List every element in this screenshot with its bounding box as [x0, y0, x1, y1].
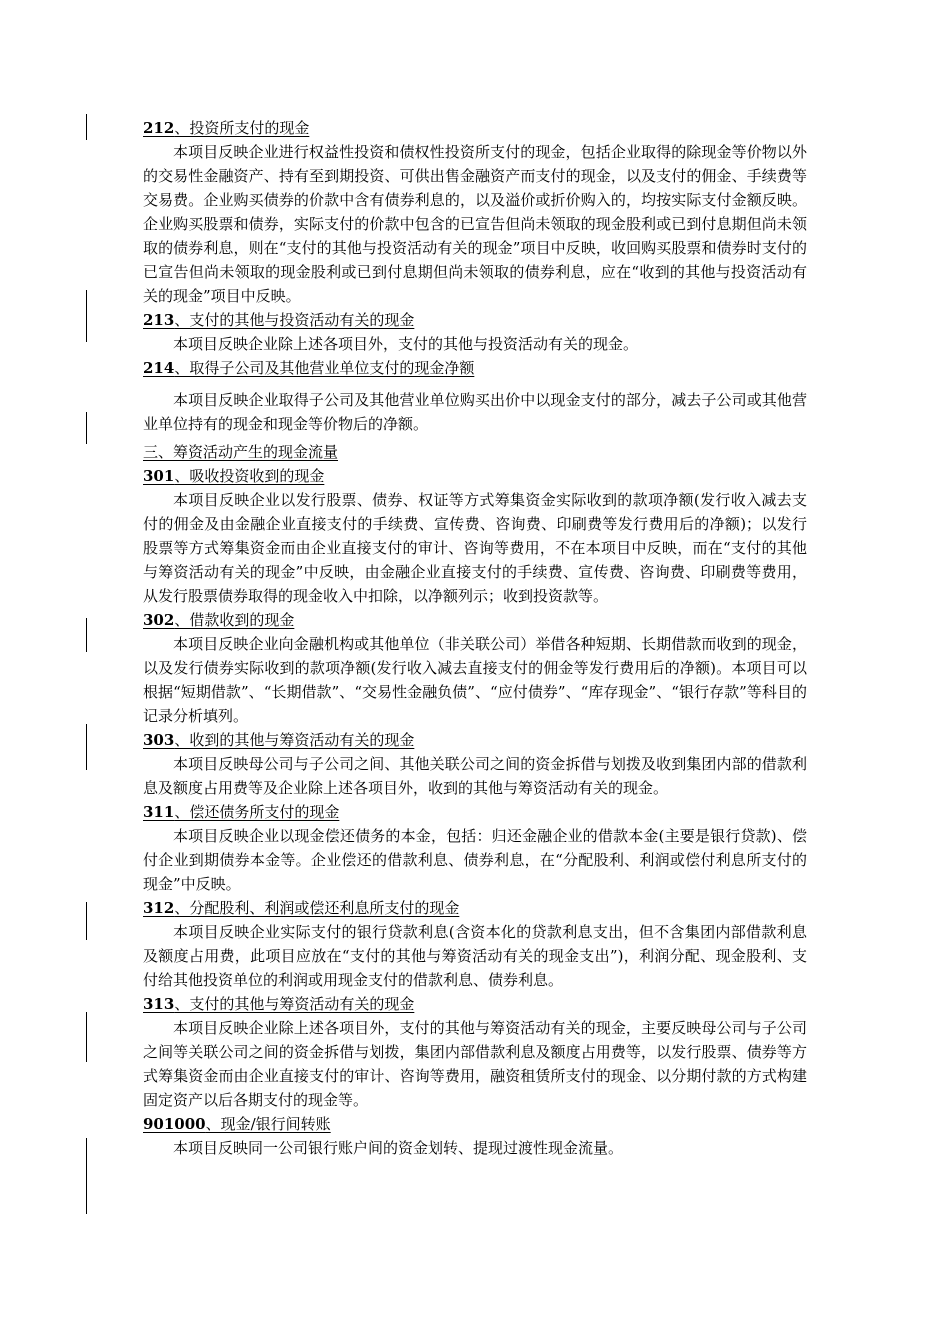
section-312-heading: 312、分配股利、利润或偿还利息所支付的现金: [143, 899, 460, 917]
section-313-body: 本项目反映企业除上述各项目外，支付的其他与筹资活动有关的现金，主要反映母公司与子公司之间等关联公司之间的资金拆借与划拨，集团内部借款利息及额度占用费等，以发行股票、债券等方式筹集资金而由企业直接支付的审计、咨询等费用，融资租赁所支付的现金、以分期付款的方式构建固定资产以后各期支付的现金等。: [143, 1019, 807, 1109]
revision-bar: [86, 1012, 87, 1062]
revision-bar: [86, 724, 87, 770]
section-303-body: 本项目反映母公司与子公司之间、其他关联公司之间的资金拆借与划拨及收到集团内部的借款利息及额度占用费等及企业除上述各项目外，收到的其他与筹资活动有关的现金。: [143, 755, 807, 797]
revision-bar: [86, 114, 87, 140]
section-213-heading: 213、支付的其他与投资活动有关的现金: [143, 311, 415, 329]
section-301-body: 本项目反映企业以发行股票、债券、权证等方式筹集资金实际收到的款项净额(发行收入减去支付的佣金及由金融企业直接支付的手续费、宣传费、咨询费、印刷费等发行费用后的净额)；以发行股票等方式筹集资金而由企业直接支付的审计、咨询等费用，不在本项目中反映，而在“支付的其他与筹资活动有关的现金”中反映，由金融企业直接支付的手续费、宣传费、咨询费、印刷费等费用，从发行股票债券取得的现金收入中扣除，以净额列示；收到投资款等。: [143, 491, 807, 605]
section-301-heading: 301、吸收投资收到的现金: [143, 467, 325, 485]
revision-bar: [86, 290, 87, 342]
revision-bar: [86, 902, 87, 940]
section-212-heading: 212、投资所支付的现金: [143, 119, 310, 137]
section-311-body: 本项目反映企业以现金偿还债务的本金，包括：归还金融企业的借款本金(主要是银行贷款)、偿付企业到期债券本金等。企业偿还的借款利息、债券利息，在“分配股利、利润或偿付利息所支付的现金”中反映。: [143, 827, 807, 893]
document-page: [143, 116, 807, 1160]
section-313-heading: 313、支付的其他与筹资活动有关的现金: [143, 995, 415, 1013]
section-901000-body: 本项目反映同一公司银行账户间的资金划转、提现过渡性现金流量。: [173, 1139, 624, 1157]
section-311-heading: 311、偿还债务所支付的现金: [143, 803, 340, 821]
section-financing-heading: 三、筹资活动产生的现金流量: [143, 443, 339, 461]
section-212-body: 本项目反映企业进行权益性投资和债权性投资所支付的现金，包括企业取得的除现金等价物以外的交易性金融资产、持有至到期投资、可供出售金融资产而支付的现金，以及支付的佣金、手续费等交易费。企业购买债券的价款中含有债券利息的，以及溢价或折价购入的，均按实际支付金额反映。企业购买股票和债券，实际支付的价款中包含的已宣告但尚未领取的现金股利或已到付息期但尚未领取的债券利息，则在“支付的其他与投资活动有关的现金”项目中反映，收回购买股票和债券时支付的已宣告但尚未领取的现金股利或已到付息期但尚未领取的债券利息，应在“收到的其他与投资活动有关的现金”项目中反映。: [143, 143, 807, 305]
section-312-body: 本项目反映企业实际支付的银行贷款利息(含资本化的贷款利息支出，但不含集团内部借款利息及额度占用费，此项目应放在“支付的其他与筹资活动有关的现金支出”)，利润分配、现金股利、支付给其他投资单位的利润或用现金支付的借款利息、债券利息。: [143, 923, 807, 989]
section-214-heading: 214、取得子公司及其他营业单位支付的现金净额: [143, 359, 475, 377]
revision-bar: [86, 412, 87, 444]
revision-bar: [86, 618, 87, 652]
section-302-heading: 302、借款收到的现金: [143, 611, 295, 629]
section-303-heading: 303、收到的其他与筹资活动有关的现金: [143, 731, 415, 749]
section-302-body: 本项目反映企业向金融机构或其他单位（非关联公司）举借各种短期、长期借款而收到的现金，以及发行债券实际收到的款项净额(发行收入减去直接支付的佣金等发行费用后的净额)。本项目可以根据“短期借款”、“长期借款”、“交易性金融负债”、“应付债券”、“库存现金”、“银行存款”等科目的记录分析填列。: [143, 635, 807, 725]
section-901000-heading: 901000、现金/银行间转账: [143, 1115, 331, 1133]
section-213-body: 本项目反映企业除上述各项目外，支付的其他与投资活动有关的现金。: [173, 335, 639, 353]
revision-bar: [86, 1138, 87, 1214]
section-214-body: 本项目反映企业取得子公司及其他营业单位购买出价中以现金支付的部分，减去子公司或其他营业单位持有的现金和现金等价物后的净额。: [143, 391, 807, 433]
